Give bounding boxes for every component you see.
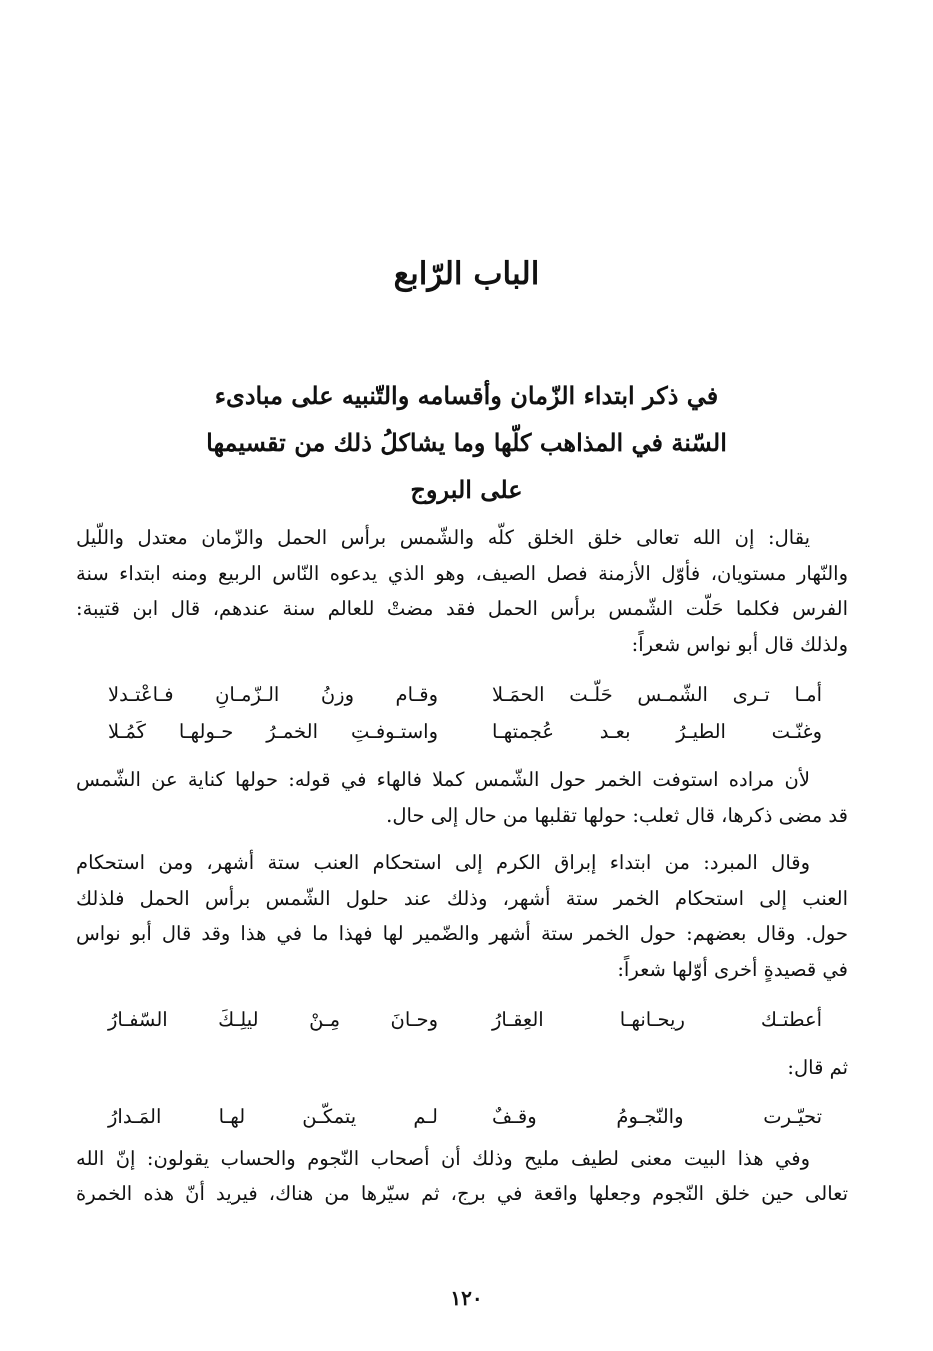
second-hemistich: لـم يتمكّـن لهـا المَـدارُ	[108, 1104, 438, 1128]
text-line: ولذلك قال أبو نواس شعراً:	[631, 632, 848, 656]
first-hemistich: تحيّـرت والنّجـومُ وقـفٌ	[492, 1104, 822, 1128]
second-hemistich: وحـانَ مِـنْ ليلِـكَ السّفـارُ	[108, 1008, 438, 1031]
text-line: الفرس فكلما حَلّت الشّمس برأس الحمل فقد مضتْ للعالم سنة عندهم، قال ابن قتيبة:	[76, 597, 848, 620]
first-hemistich: أمـا تـرى الشّمـس حَلّـت الحمَـلا	[492, 683, 822, 706]
paragraph-explanation	[76, 762, 848, 833]
verse-line	[76, 1098, 848, 1135]
text-line: تعالى حين خلق النّجوم وجعلها واقعة في برج، ثم سيّرها من هناك، فيريد أنّ هذه الخمرة	[76, 1182, 848, 1205]
paragraph-then-said	[76, 1050, 848, 1086]
second-hemistich: وقـام وزنُ الـزّمـانِ فـاعْتـدلا	[108, 683, 438, 706]
text-line: يقال: إن الله تعالى خلق الخلق كلّه والشّمس برأس الحمل والزّمان معتدل واللّيل	[76, 526, 810, 549]
section-title-line: السّنة في المذاهب كلّها وما يشاكلُ ذلك من تقسيمها	[206, 428, 727, 457]
first-hemistich: وغنّـت الطيـرُ بعـد عُجمتهـا	[492, 720, 822, 743]
text-line: والنّهار مستويان، فأوّل الأزمنة فصل الصيف، وهو الذي يدعوه النّاس الربيع ومنه ابتداء سنة	[76, 561, 848, 585]
text-line: قد مضى ذكرها، قال ثعلب: حولها تقلبها من حال إلى حال.	[386, 803, 848, 827]
poem-abu-nuwas-3	[76, 1098, 848, 1135]
text-line: العنب إلى استحكام الخمر ستة أشهر، وذلك عند حلول الشّمس برأس الحمل فلذلك	[76, 886, 848, 910]
poem-abu-nuwas-1	[76, 676, 848, 750]
text-line: ثم قال:	[787, 1056, 848, 1079]
verse-line	[76, 1001, 848, 1038]
chapter-title: الباب الرّابع	[393, 256, 540, 292]
paragraph-mubarrad	[76, 845, 848, 987]
verse-line	[76, 676, 848, 713]
text-line: حول. وقال بعضهم: حول الخمر ستة أشهر والضّمير لها فهذا ما في هذا وقد قال أبو نواس	[76, 922, 848, 945]
poem-abu-nuwas-2	[76, 1001, 848, 1038]
section-title-line: في ذكر ابتداء الزّمان وأقسامه والتّنبيه على مبادىء	[214, 381, 719, 410]
text-line: لأن مراده استوفت الخمر حول الشّمس كملا فالهاء في قوله: حولها كناية عن الشّمس	[76, 768, 810, 791]
text-line: في قصيدةٍ أخرى أوّلها شعراً:	[617, 957, 848, 981]
verse-line	[76, 713, 848, 750]
section-title	[140, 372, 793, 513]
second-hemistich: واستـوفـتِ الخمـرُ حـولهـا كَمُـلا	[108, 720, 438, 743]
section-title-line: على البروج	[410, 475, 523, 504]
paragraph-stars	[76, 1141, 848, 1212]
page-number: ١٢٠	[450, 1286, 483, 1310]
text-line: وقال المبرد: من ابتداء إبراق الكرم إلى استحكام العنب ستة أشهر، ومن استحكام	[76, 851, 810, 874]
paragraph-intro	[76, 520, 848, 662]
text-line: وفي هذا البيت معنى لطيف مليح وذلك أن أصحاب النّجوم والحساب يقولون: إنّ الله	[76, 1146, 810, 1170]
page-body	[76, 520, 848, 1212]
first-hemistich: أعطتـك ريحـانهـا العِقـارُ	[492, 1008, 822, 1031]
